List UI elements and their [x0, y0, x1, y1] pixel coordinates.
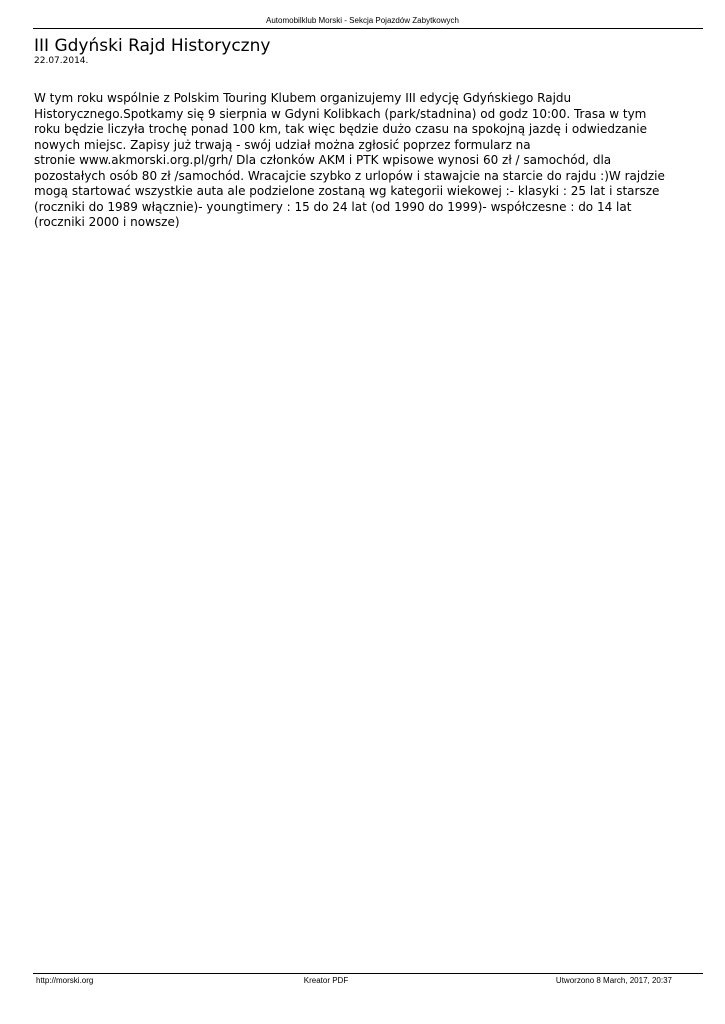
article-title: III Gdyński Rajd Historyczny	[34, 36, 271, 56]
article-body-line: roku będzie liczyła trochę ponad 100 km, tak więc będzie dużo czasu na spokojną jazdę i odwiedzanie	[34, 122, 647, 136]
header-divider	[33, 28, 703, 29]
footer-divider	[33, 973, 703, 974]
article-body	[34, 91, 706, 231]
footer-generator: Kreator PDF	[303, 976, 349, 985]
article-body-line: nowych miejsc. Zapisy już trwają - swój udział można zgłosić poprzez formularz na	[34, 137, 531, 152]
article-body-line: (roczniki do 1989 włącznie)- youngtimery : 15 do 24 lat (od 1990 do 1999)- współczesne : do 14 lat	[34, 199, 632, 214]
article-body-line: stronie www.akmorski.org.pl/grh/ Dla członków AKM i PTK wpisowe wynosi 60 zł / samochód, dla	[34, 153, 612, 167]
article-body-line: W tym roku wspólnie z Polskim Touring Klubem organizujemy III edycję Gdyńskiego Rajdu	[34, 91, 572, 105]
footer-created-timestamp: Utworzono 8 March, 2017, 20:37	[555, 976, 672, 985]
article-date: 22.07.2014.	[34, 56, 89, 66]
footer-url: http://morski.org	[36, 976, 94, 985]
page-header-site-name: Automobilklub Morski - Sekcja Pojazdów Zabytkowych	[266, 16, 459, 25]
article-body-line: mogą startować wszystkie auta ale podzielone zostaną wg kategorii wiekowej :- klasyki : 25 lat i starsze	[34, 184, 660, 198]
article-body-line: Historycznego.Spotkamy się 9 sierpnia w Gdyni Kolibkach (park/stadnina) od godz 10:00. Trasa w tym	[34, 106, 647, 121]
article-body-line: (roczniki 2000 i nowsze)	[34, 215, 180, 229]
page-footer	[36, 976, 672, 986]
article-body-line: pozostałych osób 80 zł /samochód. Wracajcie szybko z urlopów i stawajcie na starcie do rajdu :)W rajdzie	[34, 168, 665, 183]
